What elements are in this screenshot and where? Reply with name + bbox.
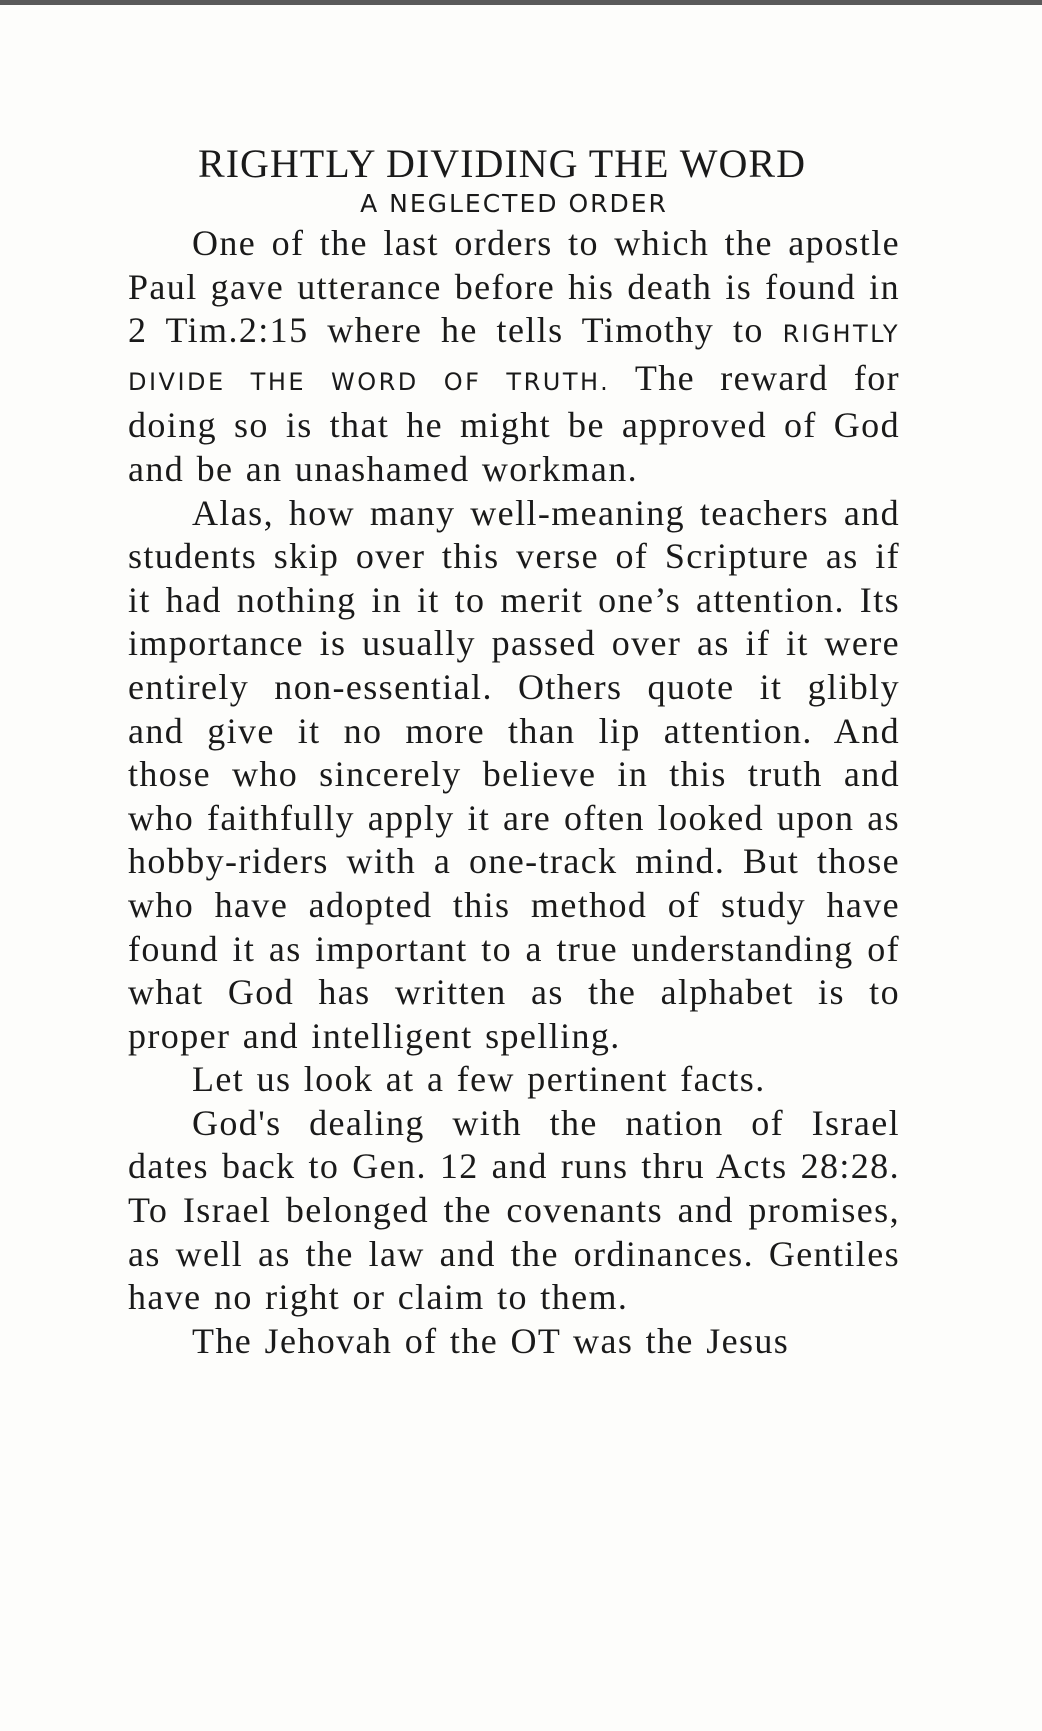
paragraph-1	[128, 222, 900, 492]
paragraph-1-text: One of the last orders to which the apostle Paul gave utterance before his death is found in 2 Tim.2:15 where he tells Timothy to	[128, 223, 900, 351]
paragraph-2: Alas, how many well-meaning teachers and students skip over this verse of Scripture as if it had nothing in it to merit one’s attention. Its importance is usually passed over as if it were entirely non-essential. Others quote it glibly and give it no more than lip attention. And those who sincerely believe in this truth and who faithfully apply it are often looked upon as hobby-riders with a one-track mind. But those who have adopted this method of study have found it as important to a true understanding of what God has written as the alphabet is to proper and intelligent spelling.	[128, 492, 900, 1056]
paragraph-3: Let us look at a few pertinent facts.	[192, 1059, 766, 1100]
document-subtitle: A NEGLECTED ORDER	[360, 189, 668, 218]
document-title: RIGHTLY DIVIDING THE WORD	[198, 141, 806, 186]
paragraph-1-text-end: The reward for doing so is that he might be approved of God and be an unashamed workman.	[128, 357, 901, 489]
document-page	[128, 140, 900, 1363]
paragraph-1-emphasis: RIGHTLY DIVIDE THE WORD OF TRUTH.	[128, 320, 900, 396]
paragraph-5: The Jehovah of the OT was the Jesus	[192, 1320, 790, 1361]
page-top-edge	[0, 0, 1042, 5]
paragraph-4: God's dealing with the nation of Israel dates back to Gen. 12 and runs thru Acts 28:28. To Israel belonged the covenants and promises, as well as the law and the ordinances. Gentiles have no right or claim to them.	[128, 1102, 900, 1318]
